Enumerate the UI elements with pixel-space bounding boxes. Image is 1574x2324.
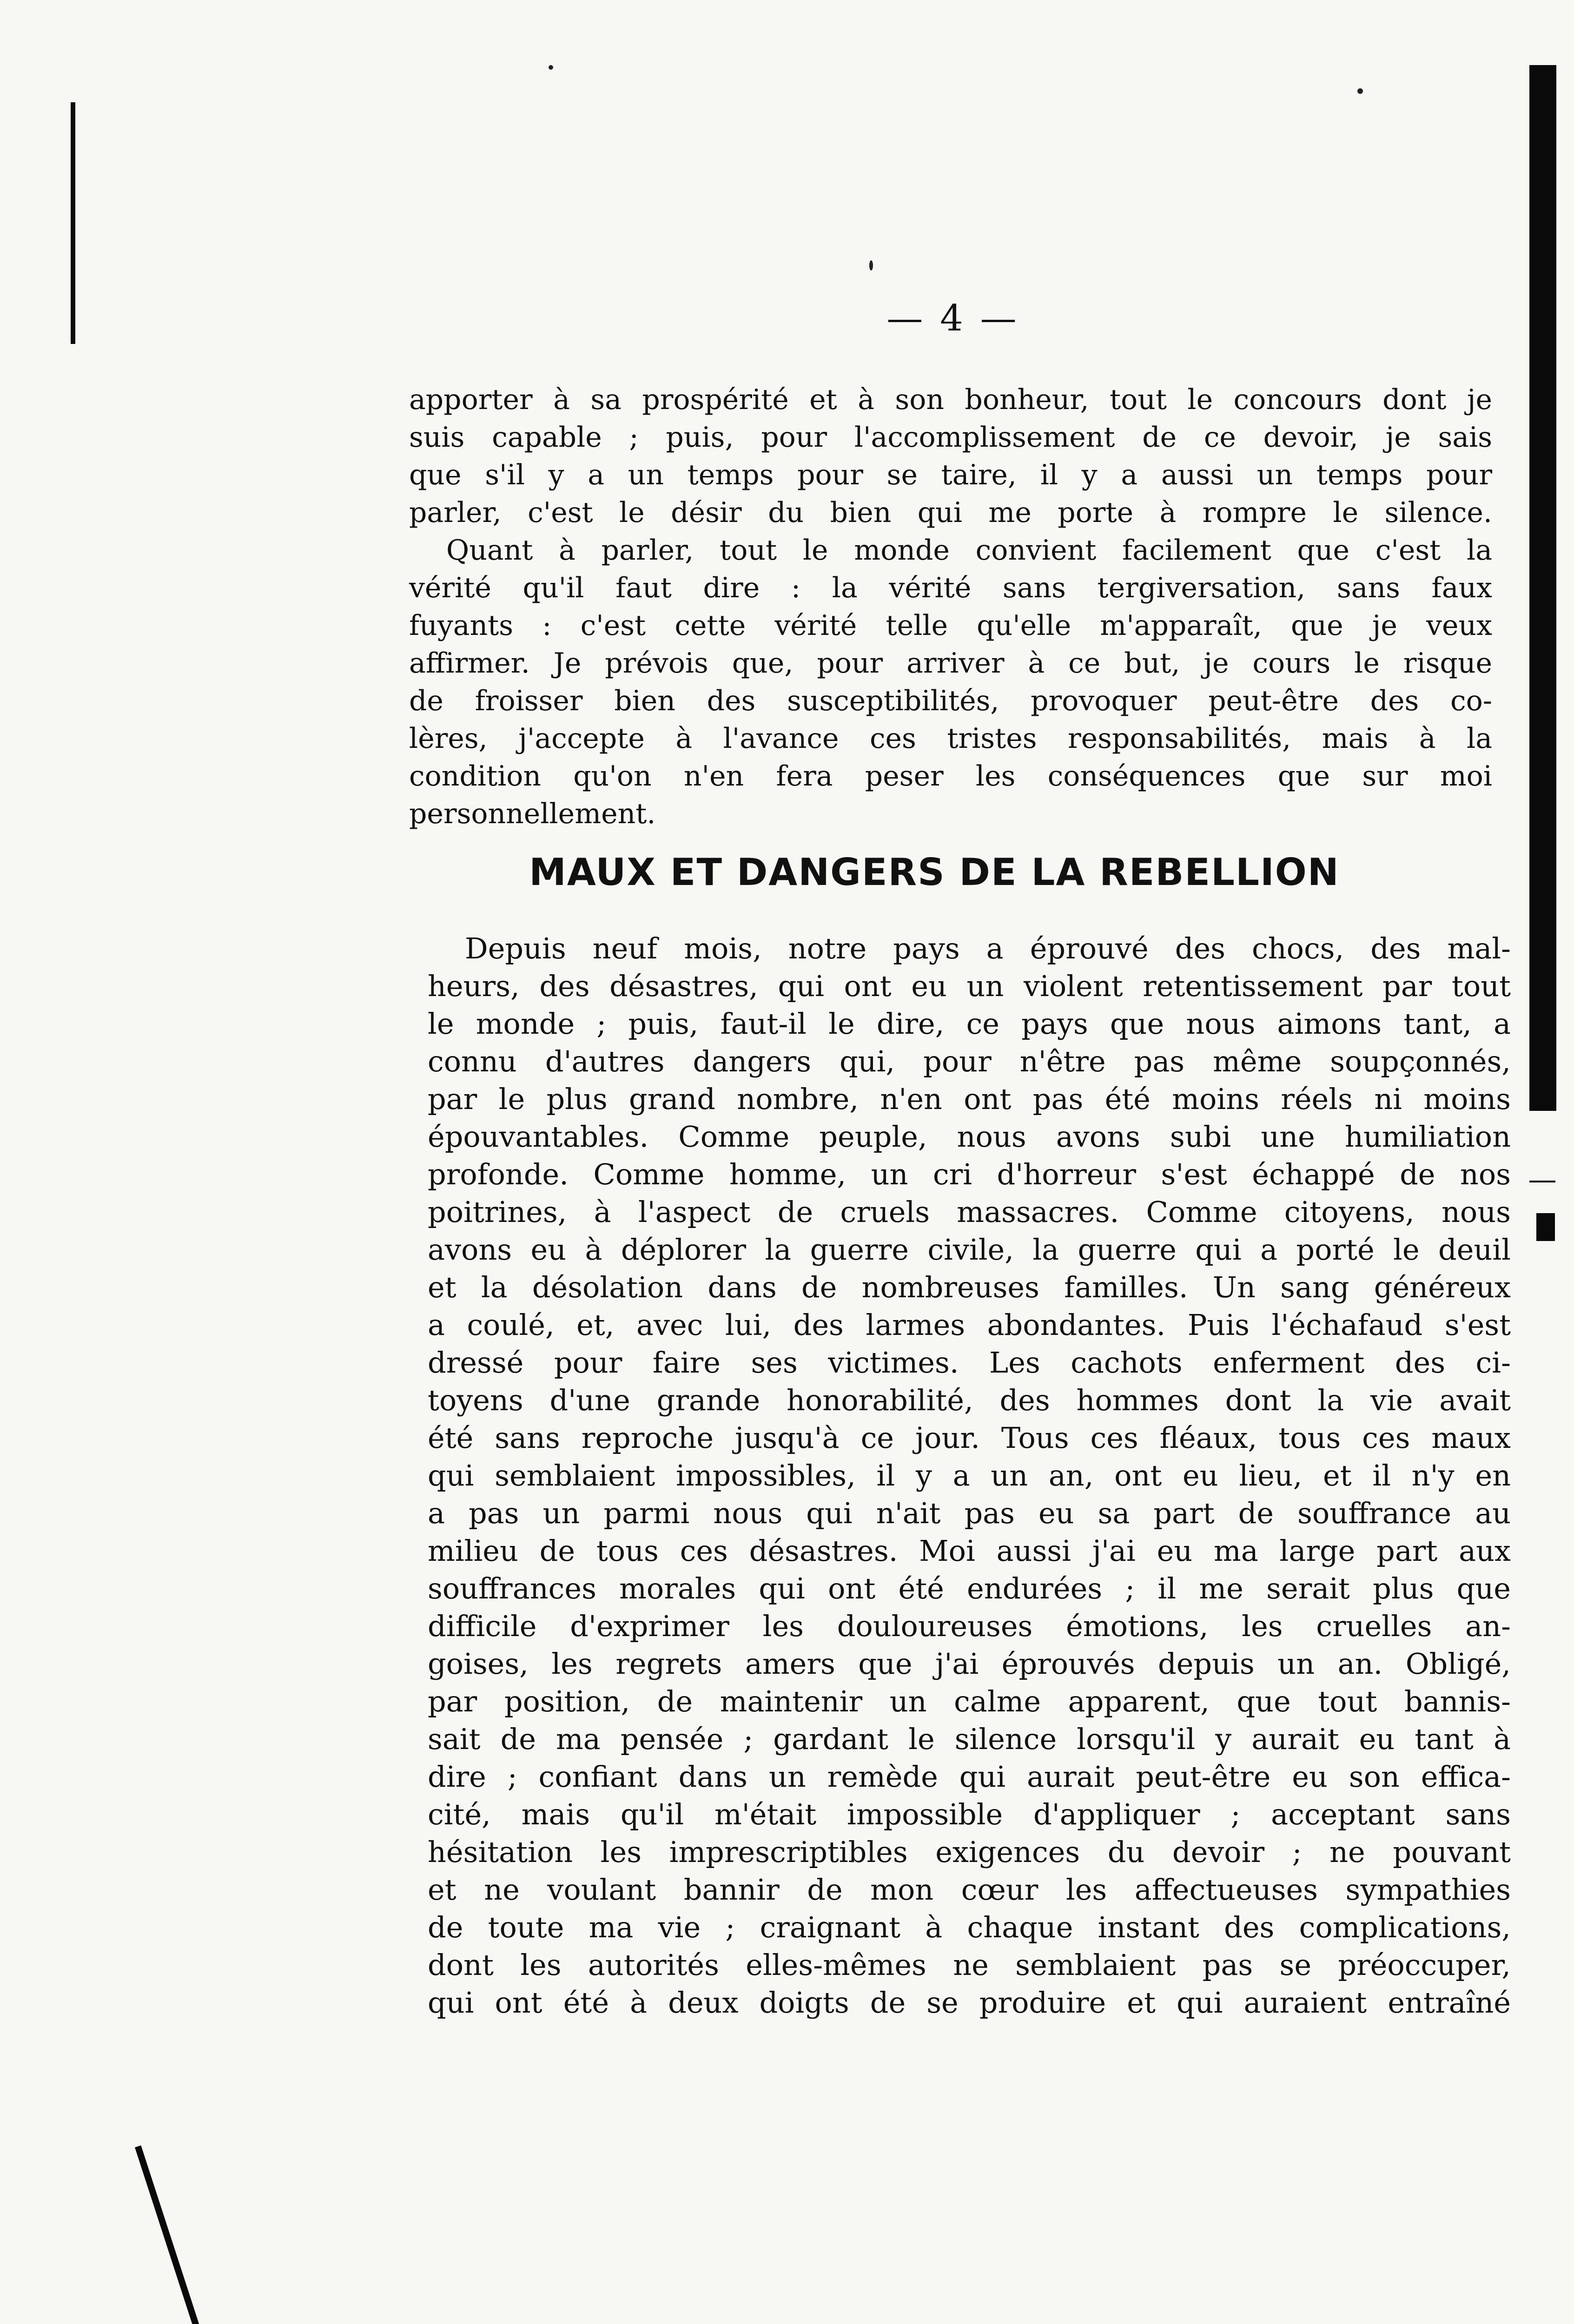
- text-line: avons eu à déplorer la guerre civile, la guerre qui a porté le deuil: [428, 1233, 1511, 1267]
- text-line: le monde ; puis, faut-il le dire, ce pays que nous aimons tant, a: [428, 1007, 1511, 1041]
- text-line: Quant à parler, tout le monde convient facilement que c'est la: [446, 534, 1492, 567]
- text-line: milieu de tous ces désastres. Moi aussi j'ai eu ma large part aux: [428, 1534, 1511, 1568]
- section-heading: MAUX ET DANGERS DE LA REBELLION: [529, 851, 1340, 894]
- page-number: — 4 —: [886, 297, 1019, 339]
- text-line: poitrines, à l'aspect de cruels massacres. Comme citoyens, nous: [428, 1195, 1511, 1229]
- scan-speck: [869, 260, 873, 271]
- text-line: par le plus grand nombre, n'en ont pas été moins réels ni moins: [428, 1082, 1511, 1116]
- text-line: difficile d'exprimer les douloureuses émotions, les cruelles an-: [428, 1609, 1511, 1643]
- left-scan-line: [71, 102, 75, 344]
- text-line: et ne voulant bannir de mon cœur les affectueuses sympathies: [428, 1873, 1511, 1907]
- text-line: lères, j'accepte à l'avance ces tristes responsabilités, mais à la: [409, 722, 1492, 755]
- text-line: été sans reproche jusqu'à ce jour. Tous ces fléaux, tous ces maux: [428, 1421, 1511, 1455]
- text-line: cité, mais qu'il m'était impossible d'appliquer ; acceptant sans: [428, 1797, 1511, 1831]
- text-line: fuyants : c'est cette vérité telle qu'elle m'apparaît, que je veux: [409, 609, 1492, 642]
- text-line: dont les autorités elles-mêmes ne semblaient pas se préoccuper,: [428, 1948, 1511, 1982]
- text-line: heurs, des désastres, qui ont eu un violent retentissement par tout: [428, 969, 1511, 1003]
- text-line: parler, c'est le désir du bien qui me porte à rompre le silence.: [409, 496, 1492, 529]
- intro-paragraph: [409, 381, 1492, 833]
- text-line: condition qu'on n'en fera peser les conséquences que sur moi: [409, 760, 1492, 792]
- text-line: sait de ma pensée ; gardant le silence lorsqu'il y aurait eu tant à: [428, 1722, 1511, 1756]
- text-line: qui semblaient impossibles, il y a un an, ont eu lieu, et il n'y en: [428, 1459, 1511, 1492]
- text-line: de toute ma vie ; craignant à chaque instant des complications,: [428, 1910, 1511, 1944]
- text-line: dire ; confiant dans un remède qui aurait peut-être eu son effica-: [428, 1760, 1511, 1794]
- text-line: personnellement.: [409, 798, 656, 830]
- right-scan-border: [1529, 65, 1556, 1111]
- right-scan-dash: [1529, 1181, 1555, 1182]
- text-line: souffrances morales qui ont été endurées ; il me serait plus que: [428, 1571, 1511, 1605]
- text-line: qui ont été à deux doigts de se produire et qui auraient entraîné: [428, 1986, 1511, 2020]
- left-scan-diagonal: [135, 2146, 209, 2324]
- text-line: épouvantables. Comme peuple, nous avons subi une humiliation: [428, 1120, 1511, 1154]
- text-line: a coulé, et, avec lui, des larmes abondantes. Puis l'échafaud s'est: [428, 1308, 1511, 1342]
- text-line: par position, de maintenir un calme apparent, que tout bannis-: [428, 1684, 1511, 1718]
- text-line: de froisser bien des susceptibilités, provoquer peut-être des co-: [409, 685, 1492, 717]
- scan-speck: [1357, 88, 1363, 94]
- scan-speck: [549, 65, 553, 70]
- text-line: profonde. Comme homme, un cri d'horreur s'est échappé de nos: [428, 1157, 1511, 1191]
- text-line: a pas un parmi nous qui n'ait pas eu sa part de souffrance au: [428, 1496, 1511, 1530]
- text-line: vérité qu'il faut dire : la vérité sans tergiversation, sans faux: [409, 572, 1492, 604]
- right-scan-mark: [1536, 1213, 1555, 1241]
- text-line: goises, les regrets amers que j'ai éprouvés depuis un an. Obligé,: [428, 1647, 1511, 1681]
- text-line: et la désolation dans de nombreuses familles. Un sang généreux: [428, 1270, 1511, 1304]
- text-line: dressé pour faire ses victimes. Les cachots enferment des ci-: [428, 1346, 1511, 1380]
- text-line: connu d'autres dangers qui, pour n'être pas même soupçonnés,: [428, 1044, 1511, 1078]
- body-paragraph: [428, 930, 1511, 2021]
- text-line: suis capable ; puis, pour l'accomplissement de ce devoir, je sais: [409, 421, 1492, 454]
- text-line: apporter à sa prospérité et à son bonheur, tout le concours dont je: [409, 383, 1492, 416]
- text-line: toyens d'une grande honorabilité, des hommes dont la vie avait: [428, 1383, 1511, 1417]
- text-line: que s'il y a un temps pour se taire, il y a aussi un temps pour: [409, 459, 1492, 491]
- text-line: Depuis neuf mois, notre pays a éprouvé des chocs, des mal-: [465, 931, 1511, 965]
- text-line: affirmer. Je prévois que, pour arriver à ce but, je cours le risque: [409, 647, 1492, 680]
- text-line: hésitation les imprescriptibles exigences du devoir ; ne pouvant: [428, 1835, 1511, 1869]
